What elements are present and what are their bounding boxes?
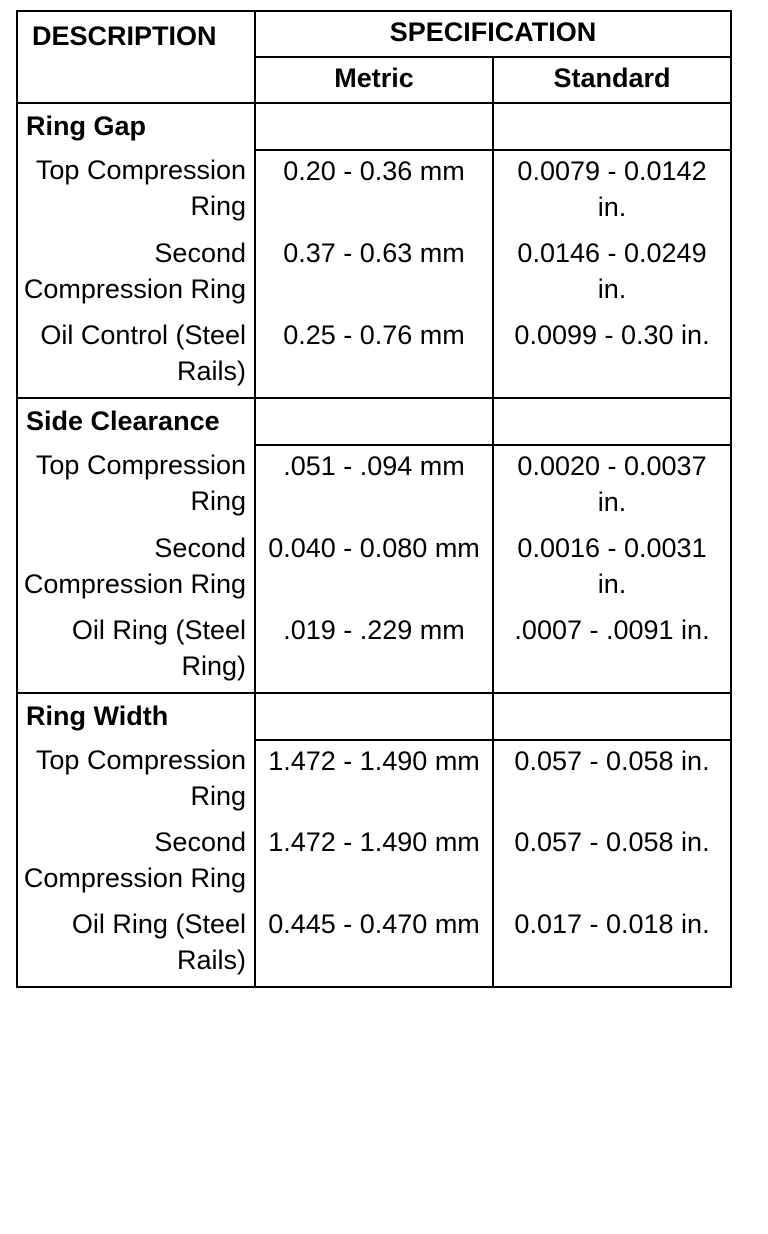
row-metric-value: 0.25 - 0.76 mm bbox=[255, 315, 493, 398]
row-metric-value: .019 - .229 mm bbox=[255, 610, 493, 693]
row-description: Top Compression Ring bbox=[17, 150, 255, 233]
section-title: Ring Width bbox=[17, 693, 255, 740]
table-row bbox=[17, 822, 731, 904]
table-header bbox=[17, 11, 731, 103]
table-body bbox=[17, 103, 731, 987]
section-empty-cell bbox=[493, 103, 731, 150]
section-header-row-side-clearance bbox=[17, 398, 731, 445]
table-row bbox=[17, 315, 731, 398]
table-row bbox=[17, 610, 731, 693]
section-empty-cell bbox=[255, 693, 493, 740]
row-metric-value: 0.20 - 0.36 mm bbox=[255, 150, 493, 233]
section-title: Side Clearance bbox=[17, 398, 255, 445]
row-standard-value: 0.0146 - 0.0249 in. bbox=[493, 233, 731, 315]
row-description: Oil Control (Steel Rails) bbox=[17, 315, 255, 398]
row-metric-value: .051 - .094 mm bbox=[255, 445, 493, 528]
section-empty-cell bbox=[255, 103, 493, 150]
table-row bbox=[17, 904, 731, 987]
row-standard-value: 0.057 - 0.058 in. bbox=[493, 740, 731, 822]
spec-table bbox=[16, 10, 732, 988]
row-description: Second Compression Ring bbox=[17, 528, 255, 610]
section-empty-cell bbox=[493, 398, 731, 445]
row-standard-value: 0.0016 - 0.0031 in. bbox=[493, 528, 731, 610]
header-specification: SPECIFICATION bbox=[255, 11, 731, 57]
section-header-row-ring-width bbox=[17, 693, 731, 740]
section-header-row-ring-gap bbox=[17, 103, 731, 150]
table-row bbox=[17, 233, 731, 315]
row-standard-value: 0.0020 - 0.0037 in. bbox=[493, 445, 731, 528]
row-metric-value: 0.37 - 0.63 mm bbox=[255, 233, 493, 315]
table-row bbox=[17, 528, 731, 610]
row-metric-value: 1.472 - 1.490 mm bbox=[255, 822, 493, 904]
row-standard-value: 0.0079 - 0.0142 in. bbox=[493, 150, 731, 233]
row-standard-value: .0007 - .0091 in. bbox=[493, 610, 731, 693]
row-description: Top Compression Ring bbox=[17, 740, 255, 822]
section-empty-cell bbox=[255, 398, 493, 445]
row-standard-value: 0.057 - 0.058 in. bbox=[493, 822, 731, 904]
row-standard-value: 0.0099 - 0.30 in. bbox=[493, 315, 731, 398]
row-description: Top Compression Ring bbox=[17, 445, 255, 528]
header-description: DESCRIPTION bbox=[17, 11, 255, 103]
row-description: Second Compression Ring bbox=[17, 822, 255, 904]
table-row bbox=[17, 150, 731, 233]
row-metric-value: 0.040 - 0.080 mm bbox=[255, 528, 493, 610]
table-row bbox=[17, 445, 731, 528]
row-description: Second Compression Ring bbox=[17, 233, 255, 315]
row-standard-value: 0.017 - 0.018 in. bbox=[493, 904, 731, 987]
header-metric: Metric bbox=[255, 57, 493, 103]
row-description: Oil Ring (Steel Ring) bbox=[17, 610, 255, 693]
header-standard: Standard bbox=[493, 57, 731, 103]
row-description: Oil Ring (Steel Rails) bbox=[17, 904, 255, 987]
row-metric-value: 1.472 - 1.490 mm bbox=[255, 740, 493, 822]
row-metric-value: 0.445 - 0.470 mm bbox=[255, 904, 493, 987]
table-row bbox=[17, 740, 731, 822]
section-title: Ring Gap bbox=[17, 103, 255, 150]
section-empty-cell bbox=[493, 693, 731, 740]
